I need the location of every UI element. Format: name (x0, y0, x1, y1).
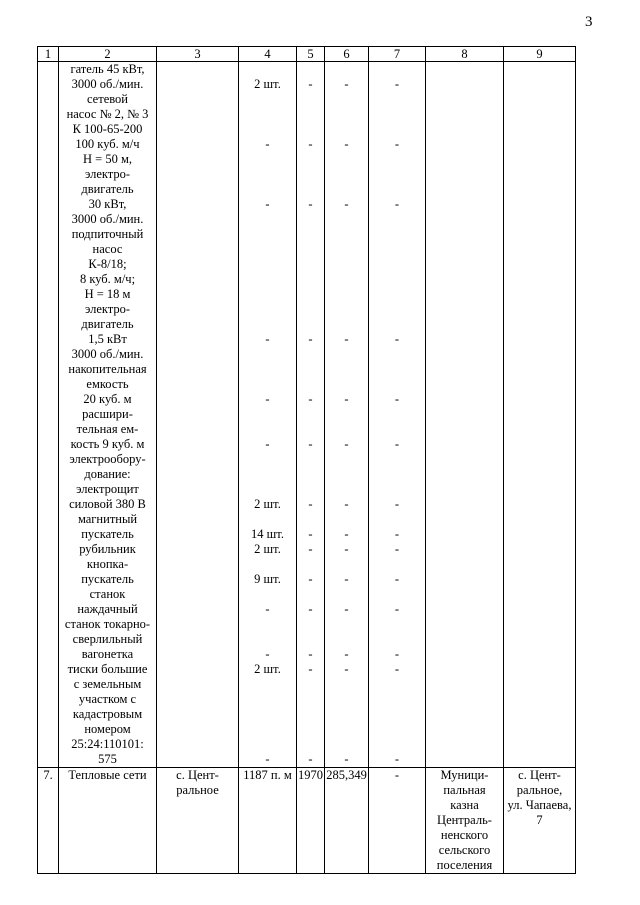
cell-line (326, 167, 367, 182)
row-length: 1187 п. м (239, 768, 297, 874)
cell-line (370, 317, 424, 332)
cell-line: - (394, 602, 400, 616)
cell-line (298, 317, 323, 332)
cell-line (298, 737, 323, 752)
cell-line: - (265, 392, 270, 406)
cell-line: - (265, 602, 270, 616)
cell-line (298, 407, 323, 422)
row-location (157, 768, 239, 874)
cell-line: - (394, 137, 400, 151)
cell-line: К 100-65-200 (72, 122, 143, 136)
row-address (504, 768, 576, 874)
cell-line: электрообору- (69, 452, 146, 466)
cell-line (298, 272, 323, 287)
cell-line (298, 362, 323, 377)
cell-line: Н = 18 м (84, 287, 131, 301)
cell-line (370, 287, 424, 302)
cell-line (326, 317, 367, 332)
cell-line: - (308, 77, 313, 91)
cell-line (298, 587, 323, 602)
cell-line: с. Цент- (176, 768, 219, 782)
cell-line: - (394, 752, 400, 766)
cell-line: 25:24:110101: (71, 737, 144, 751)
header-cell: 9 (504, 47, 576, 62)
cell-line (240, 347, 295, 362)
cell-line: пускатель (81, 572, 134, 586)
cell-line (370, 677, 424, 692)
cell-line (240, 452, 295, 467)
cell-line (298, 422, 323, 437)
cell-line (298, 302, 323, 317)
cell-line (240, 152, 295, 167)
cell-line: - (308, 332, 313, 346)
cell-line (326, 152, 367, 167)
cell-line (240, 557, 295, 572)
cell-line: пальная (443, 783, 486, 797)
cell-line (370, 587, 424, 602)
cell-line (240, 212, 295, 227)
cell-line: рубильник (79, 542, 136, 556)
cell-line: гатель 45 кВт, (70, 62, 145, 76)
cell-line (240, 692, 295, 707)
header-cell: 8 (426, 47, 504, 62)
cell-line (240, 722, 295, 737)
header-cell: 5 (297, 47, 325, 62)
cell-line (298, 122, 323, 137)
cell-line (370, 92, 424, 107)
cell-line (240, 287, 295, 302)
row-value: 285,349 (325, 768, 369, 874)
cell-line (326, 92, 367, 107)
cell-line: подпиточный (71, 227, 144, 241)
cell-line: - (344, 197, 349, 211)
cell-line: - (394, 392, 400, 406)
cell-line (326, 482, 367, 497)
cell-line: 7 (536, 813, 543, 827)
cell-line (370, 722, 424, 737)
cell-line: - (344, 392, 349, 406)
cell-line: кость 9 куб. м (70, 437, 145, 451)
cell-line: расшири- (82, 407, 133, 421)
cell-line (370, 377, 424, 392)
row-owner (426, 768, 504, 874)
cell-line: 3000 об./мин. (71, 77, 144, 91)
cell-line: - (265, 137, 270, 151)
cell-line: двигатель (81, 317, 134, 331)
cell-line (298, 692, 323, 707)
cell-line (370, 512, 424, 527)
header-cell: 6 (325, 47, 369, 62)
cell-line (370, 347, 424, 362)
cell-line: 100 куб. м/ч (75, 137, 140, 151)
cell-line (240, 92, 295, 107)
cell-line (326, 452, 367, 467)
cell-line: накопительная (68, 362, 147, 376)
cell-line (298, 632, 323, 647)
cell-line (298, 242, 323, 257)
cell-line: Н = 50 м, (83, 152, 132, 166)
row-year: 1970 (297, 768, 325, 874)
cell-line: 2 шт. (254, 542, 281, 556)
cell-line (370, 62, 424, 77)
cell-line (370, 182, 424, 197)
cell-line: кадастровым (72, 707, 143, 721)
cell-line (298, 92, 323, 107)
cell-line: - (344, 77, 349, 91)
cell-line (240, 182, 295, 197)
cell-line (370, 482, 424, 497)
cell-line (370, 272, 424, 287)
cell-line (326, 467, 367, 482)
cell-line (298, 512, 323, 527)
cell-line (298, 182, 323, 197)
cell-line (370, 467, 424, 482)
header-cell: 3 (157, 47, 239, 62)
cell-line: 575 (98, 752, 117, 766)
cell-line (370, 407, 424, 422)
cell-line: - (394, 437, 400, 451)
cell-line (370, 632, 424, 647)
table-row-7 (38, 768, 576, 874)
cell-line: 20 куб. м (83, 392, 132, 406)
header-cell: 7 (369, 47, 426, 62)
cell-line (370, 107, 424, 122)
cell-line (326, 377, 367, 392)
cell-line (298, 287, 323, 302)
cell-line: 3000 об./мин. (71, 212, 144, 226)
cell-line: К-8/18; (88, 257, 127, 271)
cell-line (298, 167, 323, 182)
cell-line: вагонетка (81, 647, 134, 661)
cell-line: насос № 2, № 3 (66, 107, 149, 121)
cell-line: кнопка- (86, 557, 129, 571)
cell-line: 2 шт. (254, 662, 281, 676)
cell-line: насос (92, 242, 123, 256)
cell-line: - (394, 197, 400, 211)
cell-line: - (308, 752, 313, 766)
cell-line (240, 512, 295, 527)
cell-value (325, 62, 369, 768)
table-row-continuation (38, 62, 576, 768)
cell-line: - (394, 77, 400, 91)
cell-line: - (265, 752, 270, 766)
cell-line (370, 617, 424, 632)
cell-line (326, 257, 367, 272)
row-name: Тепловые сети (59, 768, 157, 874)
cell-line (240, 377, 295, 392)
cell-line (240, 362, 295, 377)
cell-line (326, 707, 367, 722)
header-cell: 1 (38, 47, 59, 62)
cell-line: электро- (84, 302, 131, 316)
cell-line: - (308, 437, 313, 451)
cell-line (326, 722, 367, 737)
cell-line: - (344, 647, 349, 661)
cell-line (240, 317, 295, 332)
cell-line (298, 257, 323, 272)
cell-line: - (344, 437, 349, 451)
cell-line (326, 422, 367, 437)
cell-line (298, 152, 323, 167)
cell-line: сетевой (86, 92, 128, 106)
cell-line: Централь- (437, 813, 492, 827)
cell-line (298, 347, 323, 362)
cell-location (157, 62, 239, 768)
cell-line: ул. Чапаева, (507, 798, 572, 812)
cell-line (326, 362, 367, 377)
cell-line: 9 шт. (254, 572, 281, 586)
cell-line (326, 212, 367, 227)
cell-line (240, 272, 295, 287)
cell-line (370, 737, 424, 752)
cell-line: ненского (440, 828, 489, 842)
cell-line: - (394, 332, 400, 346)
cell-col7 (369, 62, 426, 768)
property-table (37, 46, 576, 874)
cell-line: - (394, 497, 400, 511)
cell-line: двигатель (81, 182, 134, 196)
cell-line: 2 шт. (254, 497, 281, 511)
cell-owner (426, 62, 504, 768)
cell-number (38, 62, 59, 768)
cell-line: - (308, 542, 313, 556)
cell-line (370, 362, 424, 377)
cell-line: станок токарно- (64, 617, 151, 631)
cell-line: - (344, 527, 349, 541)
cell-line: 2 шт. (254, 77, 281, 91)
cell-line: 1,5 кВт (88, 332, 127, 346)
cell-line (370, 212, 424, 227)
cell-line (298, 482, 323, 497)
cell-line (298, 452, 323, 467)
cell-line (326, 227, 367, 242)
cell-line (298, 377, 323, 392)
cell-line: поселения (436, 858, 493, 872)
cell-line (326, 182, 367, 197)
cell-line: - (394, 542, 400, 556)
cell-line (370, 122, 424, 137)
cell-line (370, 242, 424, 257)
cell-line: - (308, 527, 313, 541)
cell-line (370, 227, 424, 242)
cell-line: пускатель (81, 527, 134, 541)
cell-line: - (308, 662, 313, 676)
cell-line: - (394, 647, 400, 661)
cell-line (298, 722, 323, 737)
cell-line (326, 272, 367, 287)
cell-line (240, 407, 295, 422)
cell-line: казна (450, 798, 479, 812)
cell-line: - (308, 572, 313, 586)
cell-line: сельского (438, 843, 491, 857)
header-cell: 4 (239, 47, 297, 62)
cell-line: - (344, 497, 349, 511)
cell-line: - (308, 137, 313, 151)
cell-line: с земельным (73, 677, 142, 691)
cell-line (240, 302, 295, 317)
cell-line: участком с (78, 692, 137, 706)
cell-line (240, 677, 295, 692)
cell-line (326, 557, 367, 572)
cell-line (240, 167, 295, 182)
cell-line: ральное (176, 783, 219, 797)
cell-line: - (265, 332, 270, 346)
cell-line: силовой 380 В (69, 497, 146, 511)
cell-line: - (308, 602, 313, 616)
cell-line (298, 617, 323, 632)
cell-line (370, 707, 424, 722)
cell-line (326, 347, 367, 362)
cell-line (326, 107, 367, 122)
cell-line: электрощит (76, 482, 139, 496)
cell-line (370, 302, 424, 317)
cell-year (297, 62, 325, 768)
cell-line: 14 шт. (251, 527, 284, 541)
cell-line (240, 587, 295, 602)
cell-line: 3000 об./мин. (71, 347, 144, 361)
cell-line: - (308, 497, 313, 511)
cell-line: - (344, 572, 349, 586)
row-number: 7. (38, 768, 59, 874)
cell-line (370, 692, 424, 707)
cell-line (298, 557, 323, 572)
cell-line (240, 242, 295, 257)
cell-line (240, 737, 295, 752)
cell-line (240, 227, 295, 242)
cell-line (326, 122, 367, 137)
cell-line: - (394, 527, 400, 541)
cell-address (504, 62, 576, 768)
cell-line: - (344, 752, 349, 766)
cell-line (240, 257, 295, 272)
cell-line (326, 692, 367, 707)
cell-line: - (308, 647, 313, 661)
cell-line: 30 кВт, (88, 197, 127, 211)
header-row (38, 47, 576, 62)
cell-line (370, 422, 424, 437)
row-col7: - (369, 768, 426, 874)
cell-line (240, 707, 295, 722)
cell-line (240, 122, 295, 137)
cell-line: - (394, 572, 400, 586)
cell-line (326, 62, 367, 77)
header-cell: 2 (59, 47, 157, 62)
cell-line: - (265, 197, 270, 211)
cell-line (298, 707, 323, 722)
cell-line (240, 632, 295, 647)
cell-line (370, 167, 424, 182)
cell-line (298, 467, 323, 482)
cell-line (326, 737, 367, 752)
cell-line (326, 242, 367, 257)
cell-line: номером (84, 722, 131, 736)
cell-line: с. Цент- (518, 768, 561, 782)
cell-line (326, 587, 367, 602)
cell-line: станок (89, 587, 126, 601)
cell-line: - (265, 437, 270, 451)
cell-line (326, 287, 367, 302)
cell-line: - (265, 647, 270, 661)
cell-line (370, 152, 424, 167)
cell-line: - (344, 332, 349, 346)
cell-line (326, 677, 367, 692)
cell-line: - (344, 137, 349, 151)
cell-quantity (239, 62, 297, 768)
cell-line (370, 257, 424, 272)
cell-line: Муници- (440, 768, 489, 782)
cell-line (240, 467, 295, 482)
cell-line: - (308, 197, 313, 211)
cell-line: - (344, 542, 349, 556)
cell-line (240, 107, 295, 122)
cell-line (326, 632, 367, 647)
cell-line (326, 617, 367, 632)
cell-line: тиски большие (67, 662, 148, 676)
cell-line: сверлильный (72, 632, 143, 646)
cell-line: - (344, 602, 349, 616)
cell-line: - (308, 392, 313, 406)
cell-line: магнитный (77, 512, 138, 526)
cell-line: ральное, (516, 783, 563, 797)
cell-line: емкость (86, 377, 129, 391)
cell-line (370, 557, 424, 572)
cell-line (298, 677, 323, 692)
cell-name-continued (59, 62, 157, 768)
cell-line: наждачный (77, 602, 138, 616)
cell-line (298, 62, 323, 77)
cell-line: - (344, 662, 349, 676)
cell-line: дование: (84, 467, 131, 481)
cell-line: электро- (84, 167, 131, 181)
cell-line (326, 407, 367, 422)
cell-line (298, 227, 323, 242)
cell-line (240, 617, 295, 632)
cell-line (298, 212, 323, 227)
cell-line (240, 482, 295, 497)
cell-line: 8 куб. м/ч; (79, 272, 136, 286)
cell-line (240, 62, 295, 77)
cell-line (326, 302, 367, 317)
cell-line (298, 107, 323, 122)
page-number: 3 (585, 14, 593, 30)
cell-line (240, 422, 295, 437)
cell-line (370, 452, 424, 467)
cell-line (326, 512, 367, 527)
cell-line: тельная ем- (76, 422, 139, 436)
cell-line: - (394, 662, 400, 676)
